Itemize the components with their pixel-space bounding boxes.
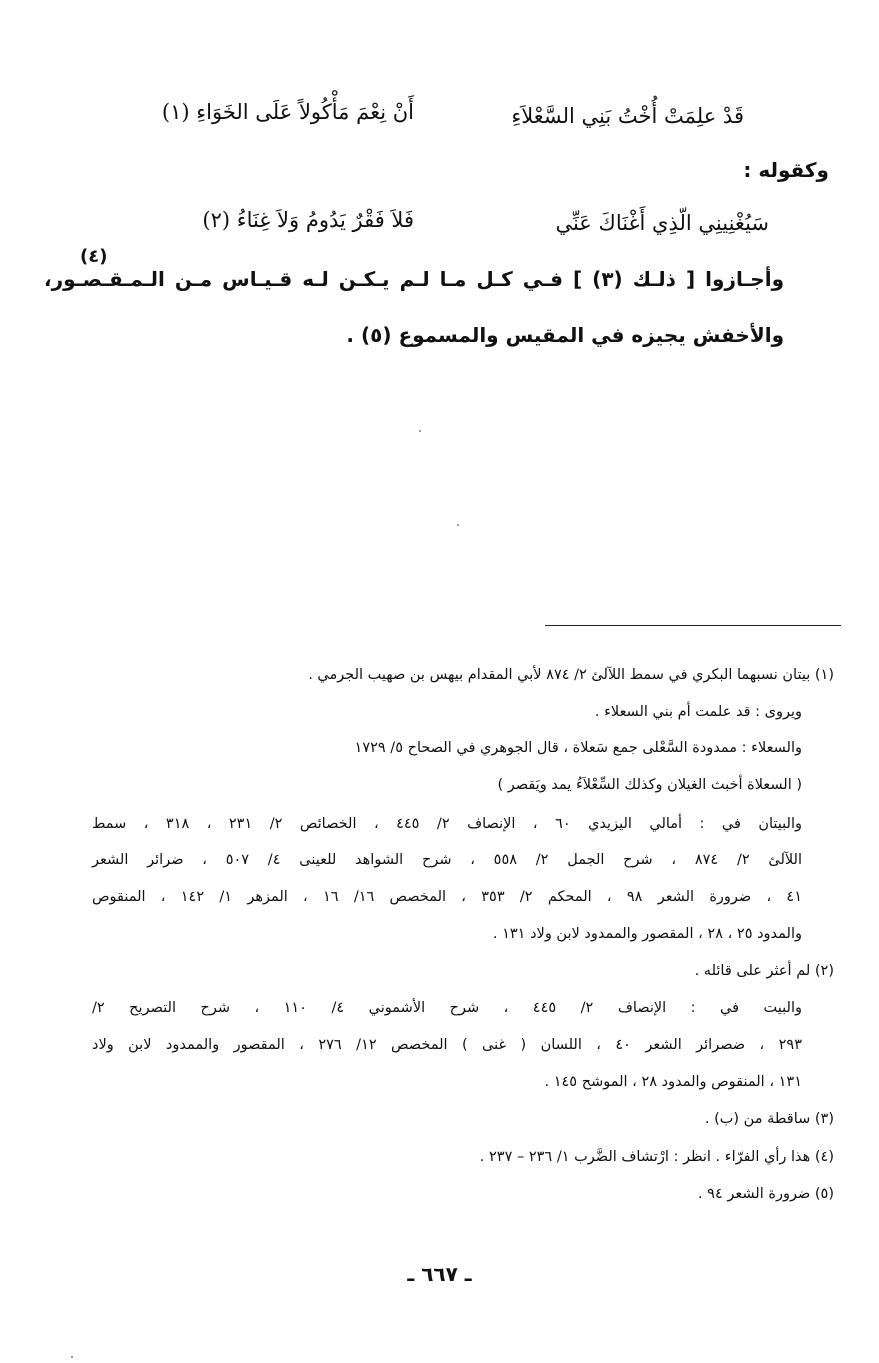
- margin-note: (٤): [80, 246, 108, 267]
- footnote-2-line-2: والبيت في : الإنصاف ٢/ ٤٤٥ ، شرح الأشموني ٤/ ١١٠ ، شرح التصريح ٢/: [92, 1000, 802, 1016]
- body-line-2: والأخفش يجيزه في المقيس والمسموع (٥) .: [346, 323, 784, 347]
- footnote-1-line-2: ويروى : قد علمت أم بني السعلاء .: [594, 704, 802, 720]
- footnote-2-line-4: ١٣١ ، المنقوص والمدود ٢٨ ، الموشح ١٤٥ .: [544, 1074, 802, 1090]
- footnote-1-line-7: ٤١ ، ضرورة الشعر ٩٨ ، المحكم ٢/ ٣٥٣ ، المخصص ١٦/ ١٦ ، المزهر ١/ ١٤٢ ، المنقوص: [92, 889, 802, 905]
- footnote-2-line-3: ٢٩٣ ، ضصرائر الشعر ٤٠ ، اللسان ( غنى ) المخصص ١٢/ ٢٧٦ ، المقصور والممدود لابن ولاد: [92, 1037, 802, 1053]
- speck: [71, 1356, 73, 1358]
- body-line-1: وأجـازوا [ ذلـك (٣) ] فـي كـل مـا لـم يـكـن لـه قـيـاس مـن الـمـقـصـور،: [44, 267, 785, 291]
- intro-line: وكقوله :: [743, 158, 829, 182]
- footnote-2-line-1: (٢) لم أعثر على قائله .: [694, 963, 834, 979]
- verse2-first-hemistich: سَيُغْنِينِي الّذِي أَغْنَاكَ عَنِّي: [555, 211, 769, 235]
- verse1-first-hemistich: قَدْ علِمَتْ أُخْتُ بَنِي السَّعْلاَءِ: [511, 104, 744, 128]
- speck: [457, 524, 459, 526]
- verse2-second-hemistich: فَلاَ فَقْرٌ يَدُومُ وَلاَ غِنَاءُ (٢): [202, 208, 414, 232]
- footnote-5: (٥) ضرورة الشعر ٩٤ .: [697, 1186, 834, 1202]
- footnote-3: (٣) ساقطة من (ب) .: [704, 1111, 834, 1127]
- footnote-1-line-1: (١) بيتان نسبهما البكري في سمط اللآلئ ٢/ ٨٧٤ لأبي المقدام بيهس بن صهيب الجرمي .: [308, 667, 834, 683]
- speck: [419, 430, 421, 432]
- footnote-4: (٤) هذا رأي الفرّاء . انظر : ارْتشاف الضَّرب ١/ ٢٣٦ – ٢٣٧ .: [479, 1149, 834, 1165]
- footnote-1-line-8: والمدود ٢٥ ، ٢٨ ، المقصور والممدود لابن ولاد ١٣١ .: [492, 926, 802, 942]
- verse1-second-hemistich: أَنْ نِعْمَ مَأْكُولاً عَلَى الخَوَاءِ (١): [161, 100, 414, 124]
- footnote-separator: [545, 625, 841, 626]
- footnote-1-line-4: ( السعلاة أخبث الغيلان وكذلك السِّعْلاَءُ يمد ويَقصر ): [497, 777, 802, 793]
- footnote-1-line-3: والسعلاء : ممدودة السَّعْلى جمع سَعلاة ، قال الجوهري في الصحاح ٥/ ١٧٢٩: [354, 740, 802, 756]
- footnote-1-line-5: والبيتان في : أمالي اليزيدي ٦٠ ، الإنصاف ٢/ ٤٤٥ ، الخصائص ٢/ ٢٣١ ، ٣١٨ ، سمط: [92, 816, 803, 832]
- page-number: ـ ٦٦٧ ـ: [407, 1262, 472, 1286]
- footnote-1-line-6: اللآلئ ٢/ ٨٧٤ ، شرح الجمل ٢/ ٥٥٨ ، شرح الشواهد للعينى ٤/ ٥٠٧ ، ضرائر الشعر: [92, 852, 802, 868]
